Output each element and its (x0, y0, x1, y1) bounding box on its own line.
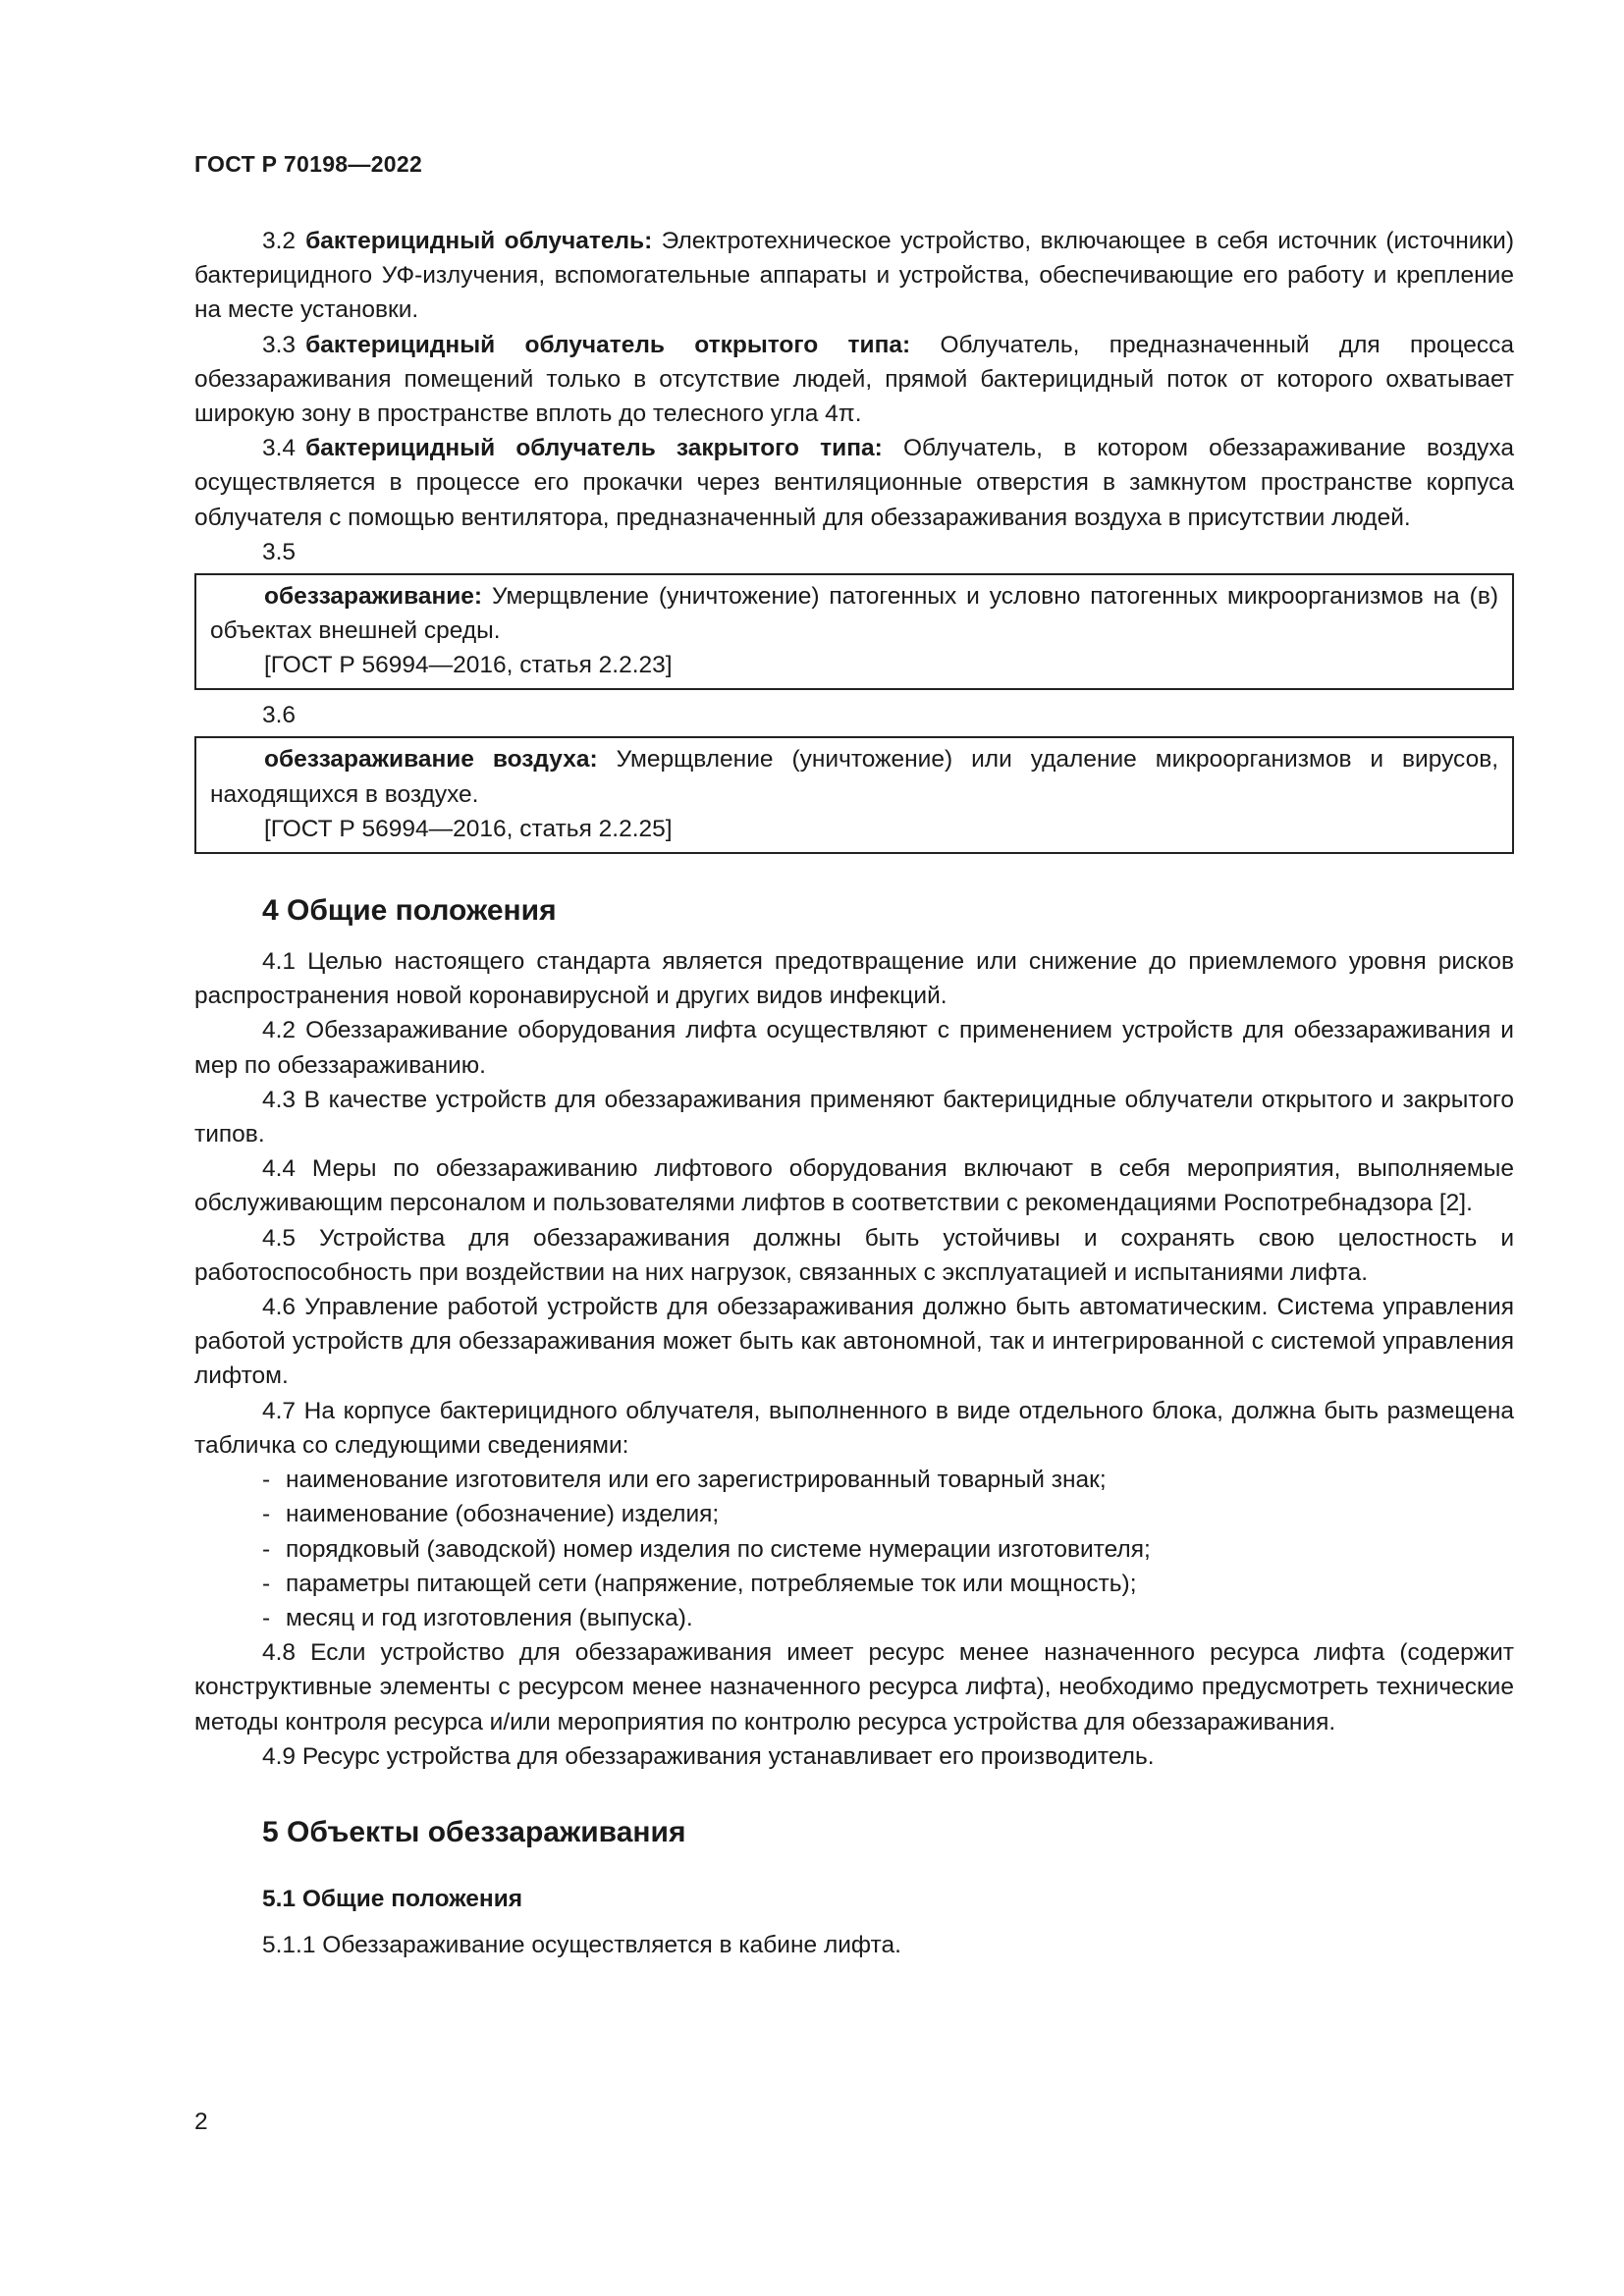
term-source: [ГОСТ Р 56994—2016, статья 2.2.25] (264, 815, 673, 842)
list-item: - параметры питающей сети (напряжение, потребляемые ток или мощность); (262, 1570, 1137, 1597)
paragraph-5-1-1: 5.1.1 Обеззараживание осуществляется в кабине лифта. (262, 1932, 901, 1959)
paragraph-4-7: 4.7 На корпусе бактерицидного облучателя, выполненного в виде отдельного блока, должна быть размещена табличка со следующими сведениями: (194, 1397, 1514, 1459)
section-5-title: 5 Объекты обеззараживания (262, 1815, 686, 1848)
term-name: обеззараживание воздуха: (264, 746, 598, 774)
paragraph-4-3: 4.3 В качестве устройств для обеззараживания применяют бактерицидные облучатели открытого и закрытого типов. (194, 1086, 1514, 1148)
term-definition: Умерщвление (уничтожение) или удаление микроорганизмов и вирусов, находящихся в воздухе. (210, 746, 1499, 808)
section-4-title: 4 Общие положения (262, 894, 557, 928)
term-definition: Электротехническое устройство, включающее в себя источник (источники) бактерицидного УФ-излучения, вспомогательные аппараты и устройства, обеспечивающие его работу и крепление на месте установки. (194, 228, 1514, 324)
document-body (194, 224, 1514, 1962)
term-name: бактерицидный облучатель закрытого типа: (305, 435, 883, 462)
term-definition: Облучатель, в котором обеззараживание воздуха осуществляется в процессе его прокачки через вентиляционные отверстия в замкнутом пространстве корпуса облучателя с помощью вентилятора, предназначенный для обеззараживания воздуха в присутствии людей. (194, 435, 1514, 531)
document-header: ГОСТ Р 70198—2022 (194, 151, 423, 177)
paragraph-4-4: 4.4 Меры по обеззараживанию лифтового оборудования включают в себя мероприятия, выполняемые обслуживающим персоналом и пользователями лифтов в соответствии с рекомендациями Роспотребнадзора [2]. (194, 1155, 1514, 1217)
term-number: 3.5 (262, 538, 297, 565)
term-3-4: 3.4 бактерицидный облучатель закрытого типа: Облучатель, в котором обеззараживание воздуха осуществляется в процессе его прокачки через вентиляционные отверстия в замкнутом пространстве корпуса облучателя с помощью вентилятора, предназначенный для обеззараживания воздуха в присутствии людей. (194, 435, 1514, 531)
term-name: обеззараживание: (264, 582, 483, 610)
term-3-3: 3.3 бактерицидный облучатель открытого типа: Облучатель, предназначенный для процесса обеззараживания помещений только в отсутствие людей, прямой бактерицидный поток от которого охватывает широкую зону в пространстве вплоть до телесного угла 4π. (194, 331, 1514, 428)
term-definition: Облучатель, предназначенный для процесса обеззараживания помещений только в отсутствие людей, прямой бактерицидный поток от которого охватывает широкую зону в пространстве вплоть до телесного угла 4π. (194, 331, 1514, 428)
paragraph-4-1: 4.1 Целью настоящего стандарта является предотвращение или снижение до приемлемого уровня рисков распространения новой коронавирусной и других видов инфекций. (194, 948, 1514, 1010)
page-number: 2 (194, 2109, 208, 2135)
term-box-3-6 (194, 736, 1514, 854)
list-item: - порядковый (заводской) номер изделия по системе нумерации изготовителя; (262, 1535, 1151, 1563)
paragraph-4-5: 4.5 Устройства для обеззараживания должны быть устойчивы и сохранять свою целостность и работоспособность при воздействии на них нагрузок, связанных с эксплуатацией и испытаниями лифта. (194, 1224, 1514, 1286)
list-item: - наименование (обозначение) изделия; (262, 1501, 720, 1528)
subsection-5-1-title: 5.1 Общие положения (262, 1885, 523, 1912)
term-box-3-5 (194, 573, 1514, 691)
paragraph-4-9: 4.9 Ресурс устройства для обеззараживания устанавливает его производитель. (262, 1742, 1155, 1770)
paragraph-4-2: 4.2 Обеззараживание оборудования лифта осуществляют с применением устройств для обеззараживания и мер по обеззараживанию. (194, 1017, 1514, 1079)
paragraph-4-8: 4.8 Если устройство для обеззараживания имеет ресурс менее назначенного ресурса лифта (содержит конструктивные элементы с ресурсом менее назначенного ресурса лифта), необходимо предусмотреть технические методы контроля ресурса и/или мероприятия по контролю ресурса устройства для обеззараживания. (194, 1639, 1514, 1735)
term-source: [ГОСТ Р 56994—2016, статья 2.2.23] (264, 652, 673, 679)
term-name: бактерицидный облучатель: (305, 228, 653, 254)
paragraph-4-6: 4.6 Управление работой устройств для обеззараживания должно быть автоматическим. Система управления работой устройств для обеззараживания может быть как автономной, так и интегрированной с системой управления лифтом. (194, 1294, 1514, 1390)
term-3-2: 3.2 бактерицидный облучатель: Электротехническое устройство, включающее в себя источник (источники) бактерицидного УФ-излучения, вспомогательные аппараты и устройства, обеспечивающие его работу и крепление на месте установки. (194, 228, 1514, 324)
list-item: - месяц и год изготовления (выпуска). (262, 1604, 693, 1631)
term-definition: Умерщвление (уничтожение) патогенных и условно патогенных микроорганизмов на (в) объектах внешней среды. (210, 582, 1498, 645)
list-item: - наименование изготовителя или его зарегистрированный товарный знак; (262, 1467, 1107, 1494)
term-name: бактерицидный облучатель открытого типа: (305, 331, 911, 358)
term-number: 3.6 (262, 702, 297, 729)
